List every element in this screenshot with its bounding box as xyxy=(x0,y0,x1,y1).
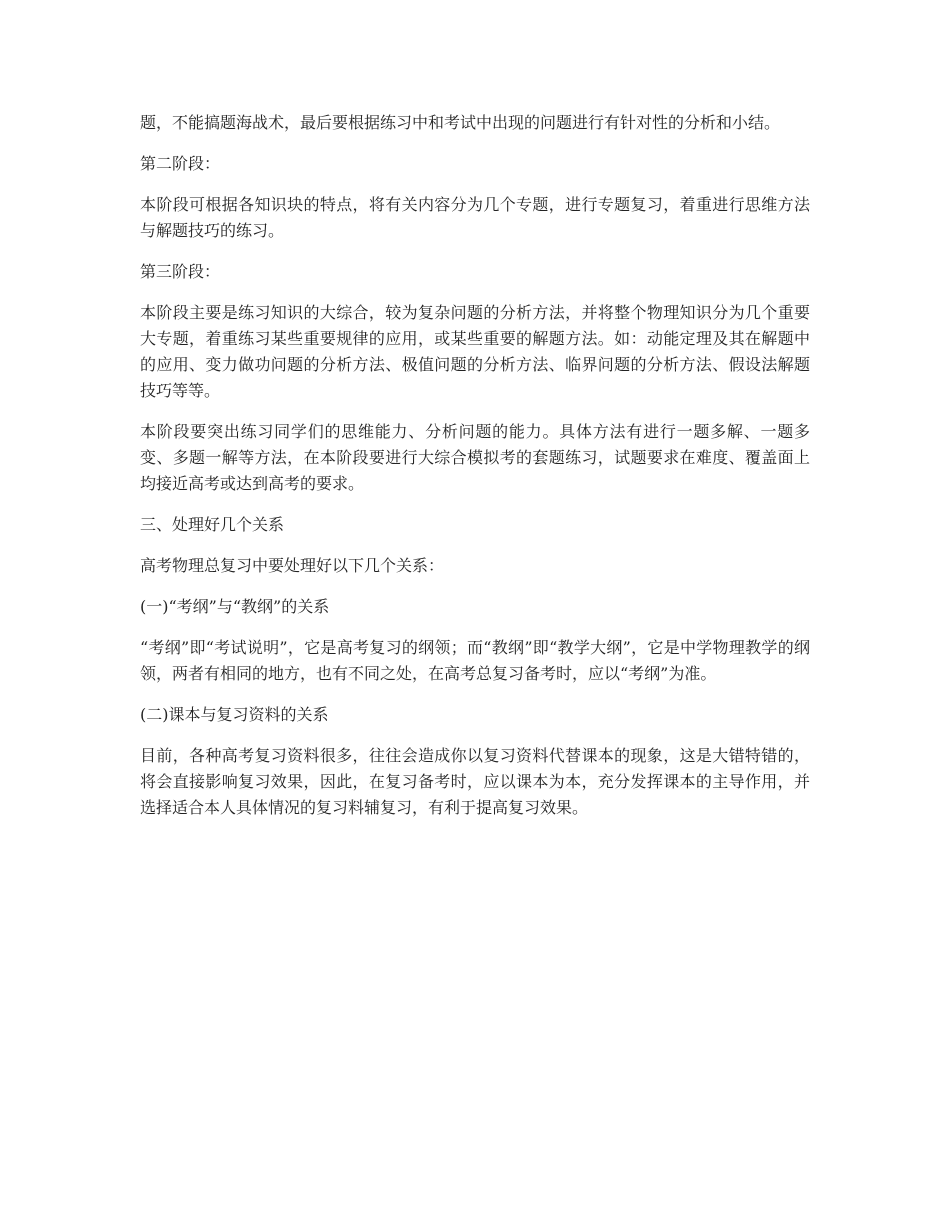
heading-section-three: 三、处理好几个关系 xyxy=(140,515,285,534)
paragraph-stage-three: 本阶段主要是练习知识的大综合，较为复杂问题的分析方法，并将整个物理知识分为几个重要大专题，着重练习某些重要规律的应用，或某些重要的解题方法。如：动能定理及其在解题中的应用、变力做功问题的分析方法、极值问题的分析方法、临界问题的分析方法、假设法解题技巧等等。 xyxy=(140,303,810,400)
heading-stage-two: 第二阶段： xyxy=(140,154,221,173)
heading-relation-two: (二)课本与复习资料的关系 xyxy=(140,705,329,724)
heading-stage-three: 第三阶段： xyxy=(140,262,221,281)
paragraph-relation-two: 目前，各种高考复习资料很多，往往会造成你以复习资料代替课本的现象，这是大错特错的，将会直接影响复习效果，因此，在复习备考时，应以课本为本，充分发挥课本的主导作用，并选择适合本人具体情况的复习料辅复习，有利于提高复习效果。 xyxy=(140,746,810,817)
paragraph-stage-three-methods: 本阶段要突出练习同学们的思维能力、分析问题的能力。具体方法有进行一题多解、一题多变、多题一解等方法，在本阶段要进行大综合模拟考的套题练习，试题要求在难度、覆盖面上均接近高考或达到高考的要求。 xyxy=(140,422,810,493)
paragraph-stage-two: 本阶段可根据各知识块的特点，将有关内容分为几个专题，进行专题复习，着重进行思维方法与解题技巧的练习。 xyxy=(140,195,810,240)
paragraph-relation-one: “考纲”即“考试说明”，它是高考复习的纲领；而“教纲”即“教学大纲”，它是中学物理教学的纲领，两者有相同的地方，也有不同之处，在高考总复习备考时，应以“考纲”为准。 xyxy=(140,638,810,683)
paragraph-relations-intro: 高考物理总复习中要处理好以下几个关系： xyxy=(140,556,445,575)
paragraph-continuation: 题，不能搞题海战术，最后要根据练习中和考试中出现的问题进行有针对性的分析和小结。 xyxy=(140,113,781,132)
document-page xyxy=(140,110,810,836)
heading-relation-one: (一)“考纲”与“教纲”的关系 xyxy=(140,597,330,616)
